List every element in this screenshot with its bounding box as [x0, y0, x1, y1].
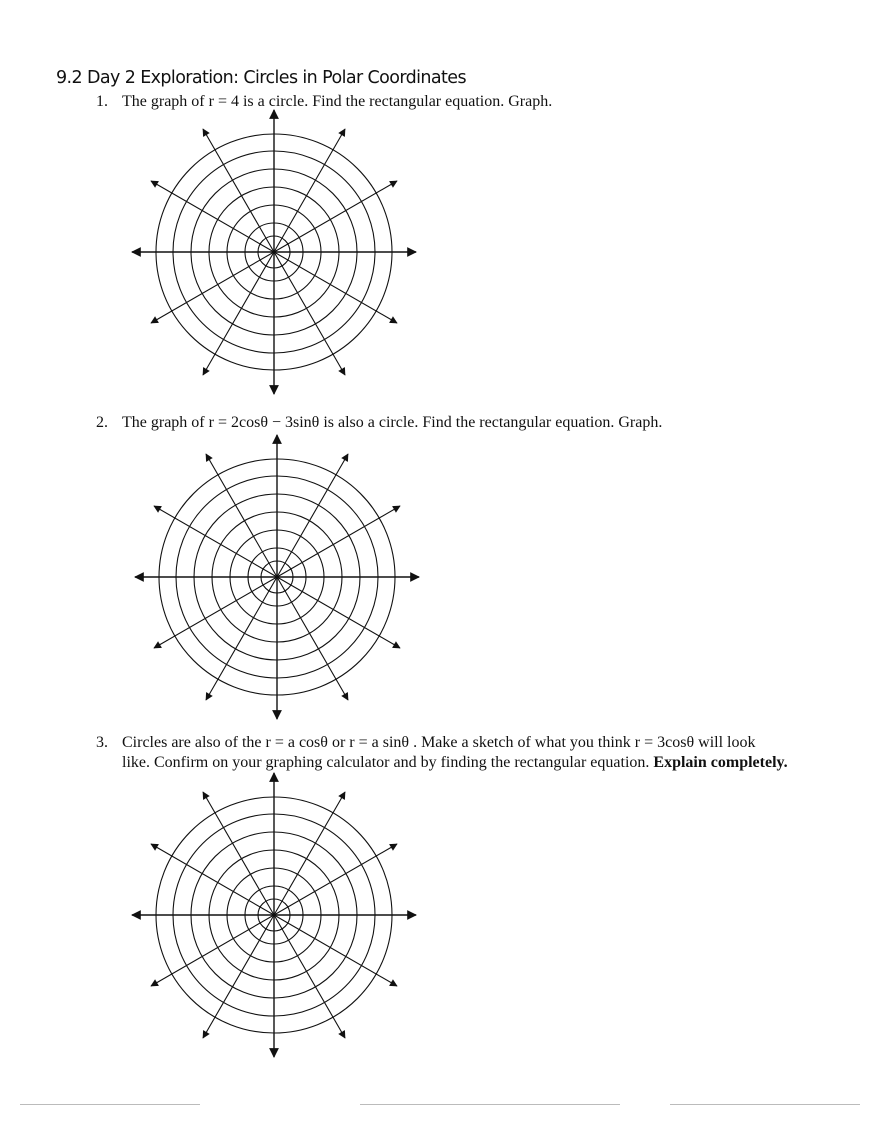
polar-spoke	[274, 915, 345, 1038]
polar-spoke	[277, 577, 348, 700]
polar-spoke	[151, 181, 274, 252]
polar-spoke	[274, 792, 345, 915]
polar-spoke	[277, 506, 400, 577]
polar-grid-2[interactable]	[127, 427, 427, 727]
polar-spoke	[203, 792, 274, 915]
polar-spoke	[154, 577, 277, 648]
polar-spoke	[203, 129, 274, 252]
polar-spoke	[277, 577, 400, 648]
polar-spoke	[203, 252, 274, 375]
polar-spoke	[274, 252, 397, 323]
footer-line	[670, 1104, 860, 1105]
polar-grid-1[interactable]	[124, 102, 424, 402]
question-text: like. Confirm on your graphing calculator and by finding the rectangular equation.	[122, 754, 654, 771]
question-text: Circles are also of the r = a cosθ or r = a sinθ . Make a sketch of what you think r = 3cosθ will look	[122, 734, 756, 751]
polar-spoke	[206, 577, 277, 700]
emphasis-text: Explain completely.	[653, 754, 788, 771]
polar-spoke	[277, 454, 348, 577]
page-title: 9.2 Day 2 Exploration: Circles in Polar Coordinates	[56, 68, 466, 88]
polar-spoke	[151, 844, 274, 915]
polar-spoke	[154, 506, 277, 577]
question-text: The graph of r = 2cosθ − 3sinθ is also a circle. Find the rectangular equation. Graph.	[122, 414, 663, 431]
polar-spoke	[274, 181, 397, 252]
polar-spoke	[274, 129, 345, 252]
footer-line	[20, 1104, 200, 1105]
polar-spoke	[203, 915, 274, 1038]
polar-spoke	[274, 844, 397, 915]
question-text: The graph of r = 4 is a circle. Find the rectangular equation. Graph.	[122, 93, 553, 110]
polar-grid-3[interactable]	[124, 765, 424, 1065]
question-number: 2.	[96, 414, 108, 431]
question-number: 1.	[96, 93, 108, 110]
question-number: 3.	[96, 734, 108, 751]
polar-spoke	[151, 252, 274, 323]
polar-spoke	[274, 252, 345, 375]
polar-spoke	[274, 915, 397, 986]
polar-spoke	[206, 454, 277, 577]
polar-spoke	[151, 915, 274, 986]
footer-line	[360, 1104, 620, 1105]
